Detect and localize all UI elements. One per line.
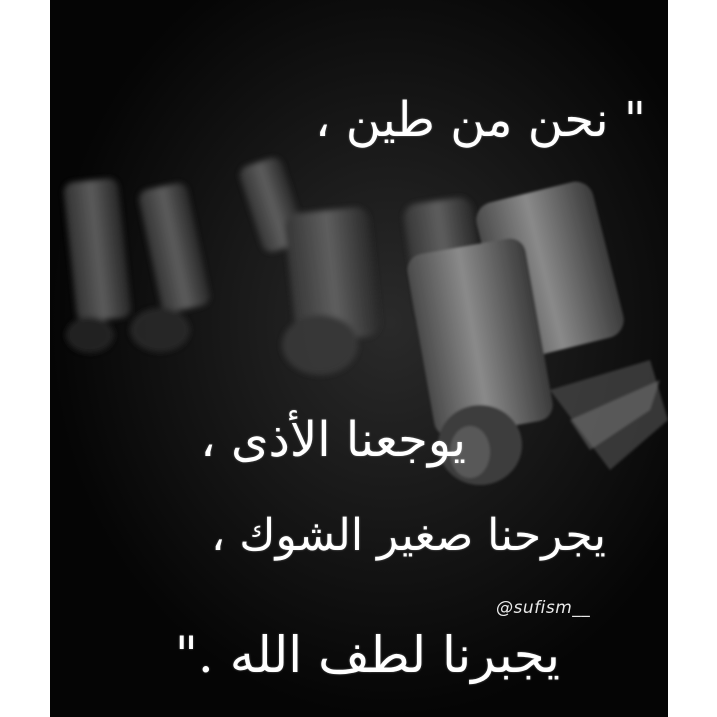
quote-line-4: يجبرنا لطف الله ."	[174, 626, 560, 684]
quote-line-3: يجرحنا صغير الشوك ،	[211, 510, 606, 561]
quote-line-1: " نحن من طين ،	[315, 92, 646, 148]
watermark-handle: @sufism__	[496, 598, 591, 618]
photo-frame	[50, 0, 668, 717]
quote-line-2: يوجعنا الأذى ،	[200, 412, 466, 468]
